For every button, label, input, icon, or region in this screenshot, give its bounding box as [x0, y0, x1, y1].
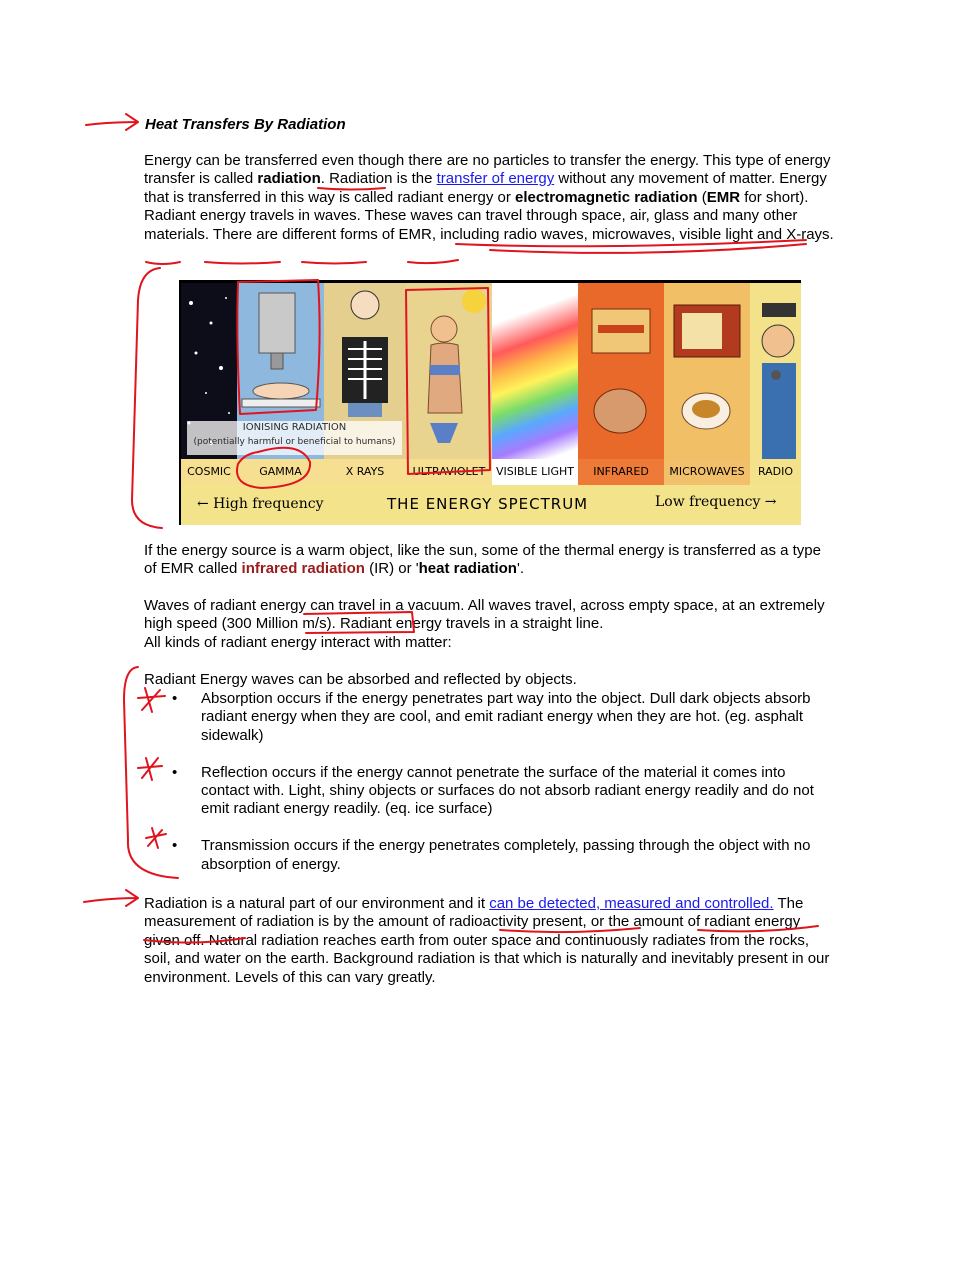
label-cosmic: COSMIC [181, 459, 238, 485]
label-microwaves: MICROWAVES [664, 459, 751, 485]
arrow-icon [84, 890, 138, 906]
intro-paragraph [144, 152, 834, 244]
list-item-reflection [144, 764, 834, 819]
high-frequency-label: ← High frequency [197, 496, 324, 512]
underline-mark [205, 260, 458, 264]
list-item-transmission [144, 837, 834, 874]
text-run: ). Radiant energy travels in a straight line. [326, 615, 604, 633]
text-run: without any movement of matter. Energy that is transferred in this way is called radiant energy or [144, 170, 827, 206]
label-visible-light: VISIBLE LIGHT [492, 459, 579, 485]
label-radio: RADIO [750, 459, 801, 485]
label-ultraviolet: ULTRAVIOLET [406, 459, 493, 485]
interaction-bullet-list [144, 690, 834, 874]
label-gamma: GAMMA [237, 459, 325, 485]
ionising-radiation-label: IONISING RADIATION [242, 422, 347, 433]
text-run: ( [697, 188, 707, 206]
infrared-panel [578, 283, 664, 459]
label-x-rays: X RAYS [324, 459, 407, 485]
heater-cat-icon [578, 283, 664, 459]
speed-value: 300 Million m/s [226, 615, 327, 633]
ultraviolet-panel [406, 283, 492, 459]
radiation-term: radiation [257, 170, 321, 188]
list-item-absorption [144, 690, 834, 745]
energy-spectrum-illustration [179, 280, 801, 525]
text-run: If the energy source is a warm object, like the sun, some of the thermal energy is transferred as a type of EMR called [144, 542, 821, 578]
text-run: (IR) or ' [364, 560, 419, 578]
low-frequency-label: Low frequency → [655, 494, 777, 510]
heat-radiation-term: heat radiation [418, 560, 517, 578]
frequency-strip [181, 485, 801, 525]
detected-measured-controlled-link[interactable]: can be detected, measured and controlled. [489, 895, 774, 912]
microwave-oven-icon [664, 283, 750, 459]
absorbed-reflected-paragraph: Radiant Energy waves can be absorbed and reflected by objects. [144, 671, 577, 688]
infrared-paragraph [144, 542, 834, 579]
sunbather-icon [406, 283, 492, 459]
energy-spectrum-title: THE ENERGY SPECTRUM [387, 495, 589, 513]
absorption-text: Absorption occurs if the energy penetrates part way into the object. Dull dark objects absorb radiant energy when they are cool, and emit radiant energy when they are hot. (eg. asphalt sidewalk) [201, 690, 811, 744]
bullet-icon: • [172, 837, 178, 855]
text-run: Radiation is a natural part of our environment and it [144, 895, 490, 912]
text-run: Energy can be transferred even though there are no particles to transfer the energy. This type of energy transfer is called [144, 152, 831, 188]
visible-light-panel [492, 283, 578, 459]
text-run: Waves of radiant energy can travel in a vacuum. All waves travel, across empty space, at an extremely high speed ( [144, 597, 825, 633]
text-run: for short). Radiant energy travels in waves. These waves can travel through space, air, glass and many other materials. There are different forms of EMR, including radio waves, microwaves, visible light and X-rays. [144, 188, 834, 243]
label-infrared: INFRARED [578, 459, 665, 485]
transfer-of-energy-link[interactable]: transfer of energy [436, 170, 555, 188]
bracket-mark [132, 268, 162, 528]
text-run: . Radiation is the [320, 170, 437, 188]
ionising-radiation-note [187, 421, 402, 455]
emr-term: electromagnetic radiation [515, 188, 698, 206]
presenter-microphone-icon [750, 283, 801, 459]
page-title: Heat Transfers By Radiation [145, 116, 346, 133]
bullet-icon: • [172, 690, 178, 707]
infrared-term: infrared radiation [241, 560, 365, 578]
arrow-icon [86, 114, 138, 130]
underline-mark [490, 244, 806, 253]
text-run: All kinds of radiant energy interact with matter: [144, 633, 452, 651]
text-run: '. [516, 560, 524, 578]
natural-radiation-paragraph [144, 895, 834, 987]
transmission-text: Transmission occurs if the energy penetrates completely, passing through the object with no absorption of energy. [201, 837, 811, 873]
bullet-icon: • [172, 763, 178, 781]
underline-mark [146, 262, 180, 264]
radio-panel [750, 283, 801, 459]
text-run: The measurement of radiation is by the amount of radioactivity present, or the amount of radiant energy given off. Natural radiation reaches earth from outer space and continuously radiates from the rocks, soil, and water on the earth. Background radiation is that which is naturally and inevitably present in our environment. Levels of this can vary greatly. [144, 895, 830, 986]
microwaves-panel [664, 283, 750, 459]
emr-abbreviation: EMR [706, 188, 741, 206]
vacuum-paragraph [144, 597, 834, 652]
reflection-text: Reflection occurs if the energy cannot penetrate the surface of the material it comes into contact with. Light, shiny objects or surfaces do not absorb radiant energy readily and do not emit radiant energy readily. (eq. ice surface) [201, 763, 814, 818]
ionising-radiation-subtext: (potentially harmful or beneficial to humans) [193, 437, 396, 447]
